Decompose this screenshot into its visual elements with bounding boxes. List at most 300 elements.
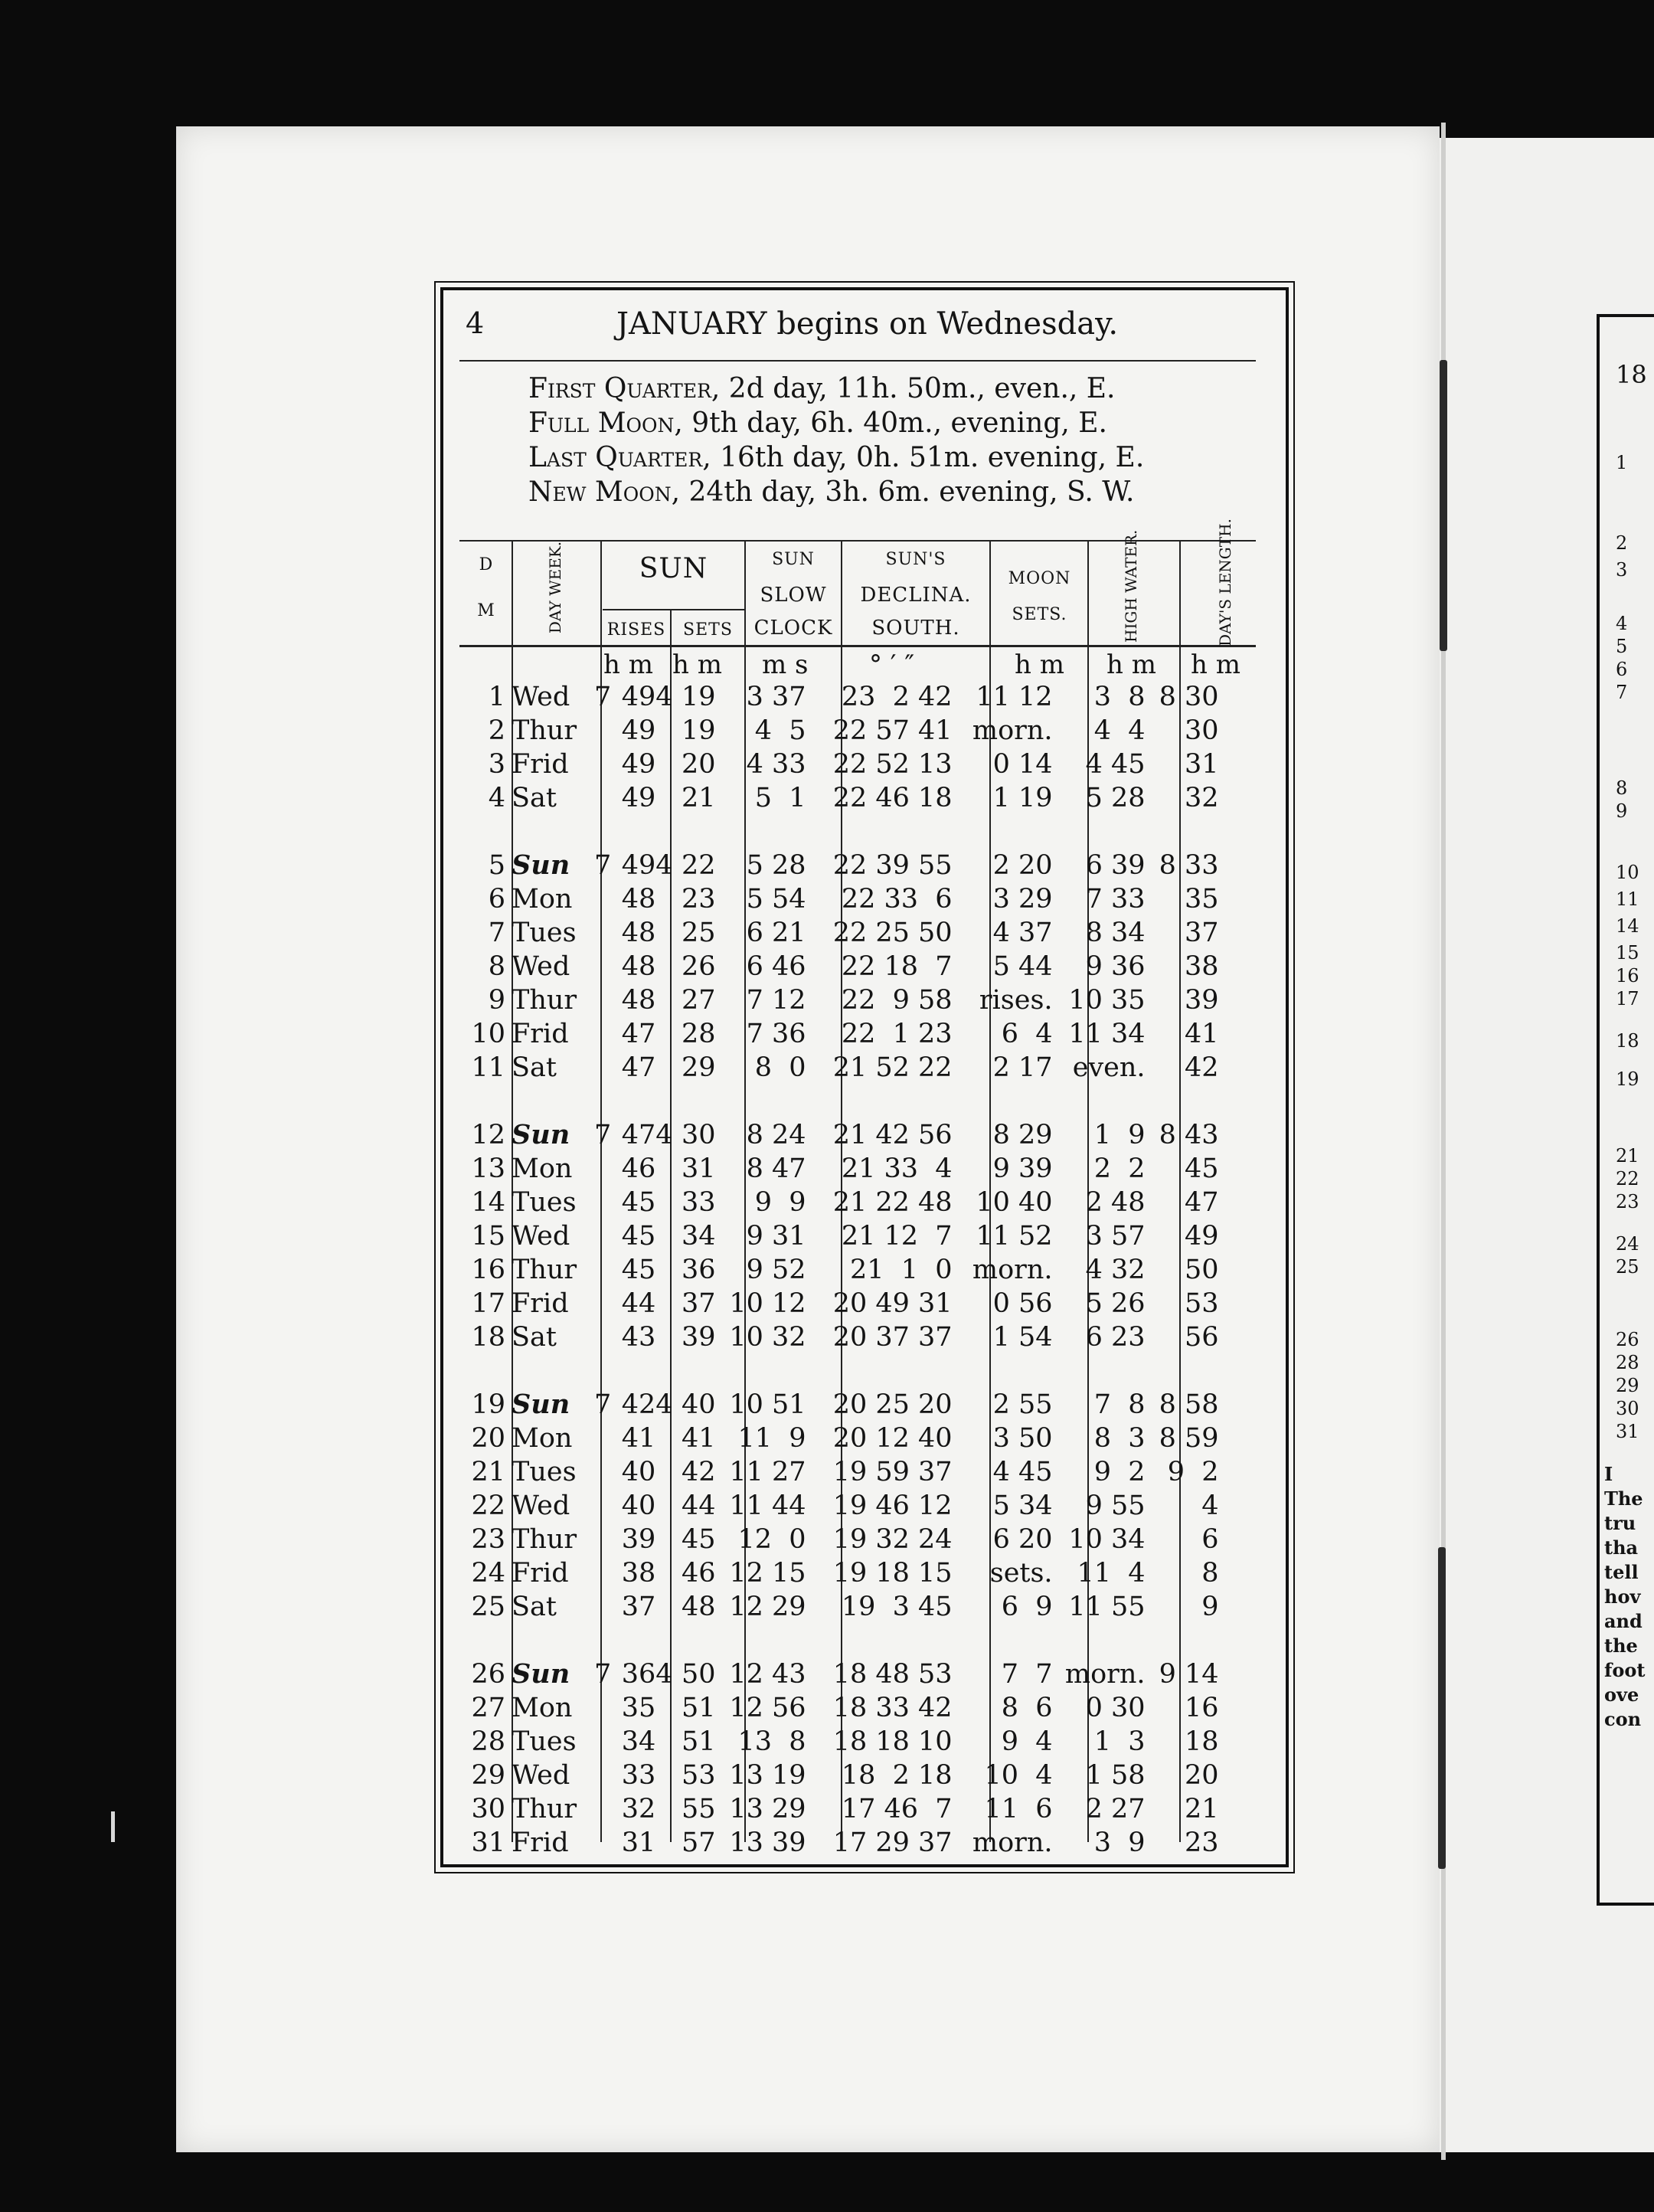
table-row xyxy=(463,1759,1219,1792)
day-of-week: Sun xyxy=(512,1119,570,1150)
day-of-month: 18 xyxy=(471,1322,505,1353)
moon-phase-label: First Quarter xyxy=(528,373,711,404)
sun-rises-h xyxy=(594,1219,611,1253)
sun-rises-h: 7 xyxy=(594,1120,612,1150)
sun-sets-h xyxy=(655,1590,672,1624)
day-of-week: Tues xyxy=(512,918,577,948)
sun-sets-m: 29 xyxy=(682,1052,716,1083)
sun-declination: 19 3 45 xyxy=(841,1592,953,1622)
high-water: morn. xyxy=(1064,1659,1146,1690)
sun-slow-clock: 12 29 xyxy=(729,1592,806,1622)
day-of-month: 31 xyxy=(471,1828,505,1858)
unit-water: h m xyxy=(1106,650,1156,680)
sun-rises-h xyxy=(594,1422,611,1455)
sun-rises-m: 42 xyxy=(621,1389,656,1420)
day-of-month: 11 xyxy=(471,1052,505,1083)
week-gap xyxy=(463,1624,1219,1657)
sun-rises-h: 7 xyxy=(594,850,612,881)
day-of-week: Mon xyxy=(512,1693,573,1723)
day-of-week: Frid xyxy=(512,749,569,780)
days-length: 30 xyxy=(1185,715,1219,746)
sun-slow-clock: 8 24 xyxy=(746,1120,806,1150)
sun-slow-clock: 6 21 xyxy=(746,918,806,948)
sun-slow-clock: 13 8 xyxy=(737,1726,806,1757)
days-length: 35 xyxy=(1185,884,1219,915)
sun-slow-clock: 11 9 xyxy=(737,1423,806,1454)
header-sun-slow-1: SUN xyxy=(772,550,815,569)
sun-sets-h xyxy=(655,916,672,950)
day-of-week: Wed xyxy=(512,951,570,982)
sun-declination: 22 33 6 xyxy=(841,884,953,915)
facing-day-number: 30 xyxy=(1616,1398,1639,1419)
sun-rises-h xyxy=(594,983,611,1017)
sun-sets-m: 41 xyxy=(682,1423,716,1454)
high-water: 9 55 xyxy=(1085,1490,1146,1521)
facing-day-number: 15 xyxy=(1616,942,1639,964)
sun-sets-m: 19 xyxy=(682,715,716,746)
moon-sets: 2 55 xyxy=(992,1389,1053,1420)
table-row xyxy=(463,1051,1219,1085)
sun-declination: 18 48 53 xyxy=(832,1659,953,1690)
high-water: 8 3 xyxy=(1093,1423,1146,1454)
moon-sets: 9 4 xyxy=(1001,1726,1053,1757)
facing-text-fragment: tell xyxy=(1604,1561,1639,1583)
high-water: 2 27 xyxy=(1085,1794,1146,1824)
header-decl-1: SUN'S xyxy=(885,550,946,569)
sun-slow-clock: 8 47 xyxy=(746,1153,806,1184)
sun-sets-m: 51 xyxy=(682,1726,716,1757)
sun-slow-clock: 11 44 xyxy=(729,1490,806,1521)
sun-declination: 18 33 42 xyxy=(832,1693,953,1723)
day-of-month: 17 xyxy=(471,1288,505,1319)
day-of-week: Frid xyxy=(512,1288,569,1319)
moon-phase-label: Full Moon xyxy=(528,407,675,439)
day-of-week: Sat xyxy=(512,783,557,813)
table-row xyxy=(463,680,1219,714)
sun-sets-h: 4 xyxy=(655,1389,673,1420)
facing-day-number: 26 xyxy=(1616,1329,1639,1350)
sun-sets-m: 42 xyxy=(682,1457,716,1487)
table-row xyxy=(463,1186,1219,1219)
facing-header-number: 18 xyxy=(1616,360,1647,389)
day-of-week: Thur xyxy=(512,985,577,1016)
day-of-month: 5 xyxy=(488,850,505,881)
moon-phase-text: , 2d day, 11h. 50m., even., E. xyxy=(711,373,1116,404)
day-of-month: 13 xyxy=(471,1153,505,1184)
moon-phase-line xyxy=(528,440,1144,475)
moon-sets: 10 40 xyxy=(976,1187,1053,1218)
table-row xyxy=(463,1253,1219,1287)
sun-rises-m: 49 xyxy=(621,850,656,881)
days-length: 31 xyxy=(1185,749,1219,780)
month-title: JANUARY begins on Wednesday. xyxy=(616,306,1119,342)
sun-declination: 19 32 24 xyxy=(832,1524,953,1555)
days-length: 18 xyxy=(1185,1726,1219,1757)
sun-rises-m: 49 xyxy=(621,682,656,712)
header-sun: SUN xyxy=(639,553,708,584)
high-water: 3 9 xyxy=(1093,1828,1146,1858)
day-of-week: Tues xyxy=(512,1457,577,1487)
sun-rises-h xyxy=(594,1691,611,1725)
sun-slow-clock: 11 27 xyxy=(729,1457,806,1487)
day-of-week: Sun xyxy=(512,1658,570,1690)
sun-sets-m: 20 xyxy=(682,749,716,780)
header-m: M xyxy=(477,601,495,620)
day-of-month: 9 xyxy=(488,985,505,1016)
table-row xyxy=(463,950,1219,983)
header-rises: RISES xyxy=(606,620,666,640)
day-of-week: Frid xyxy=(512,1019,569,1049)
facing-text-fragment: hov xyxy=(1604,1585,1641,1608)
day-of-month: 27 xyxy=(471,1693,505,1723)
day-of-month: 21 xyxy=(471,1457,505,1487)
sun-rises-h xyxy=(594,1523,611,1556)
sun-declination: 19 59 37 xyxy=(832,1457,953,1487)
facing-day-number: 25 xyxy=(1616,1256,1639,1278)
sun-sets-m: 33 xyxy=(682,1187,716,1218)
sun-declination: 18 18 10 xyxy=(832,1726,953,1757)
days-length: 49 xyxy=(1185,1221,1219,1252)
sun-sets-m: 28 xyxy=(682,1019,716,1049)
sun-rises-m: 33 xyxy=(621,1760,656,1791)
high-water: 9 36 xyxy=(1085,951,1146,982)
sun-sets-h xyxy=(655,1826,672,1860)
facing-text-fragment: tha xyxy=(1604,1536,1639,1559)
sun-sets-m: 45 xyxy=(682,1524,716,1555)
day-of-week: Sat xyxy=(512,1592,557,1622)
high-water: 8 34 xyxy=(1085,918,1146,948)
table-row xyxy=(463,849,1219,882)
day-of-month: 14 xyxy=(471,1187,505,1218)
header-day-week: DAY WEEK. xyxy=(546,541,564,634)
facing-day-number: 4 xyxy=(1616,613,1628,634)
day-of-month: 23 xyxy=(471,1524,505,1555)
moon-sets: sets. xyxy=(989,1558,1053,1589)
day-of-week: Tues xyxy=(512,1187,577,1218)
table-row xyxy=(463,1320,1219,1354)
days-length: 45 xyxy=(1185,1153,1219,1184)
moon-sets: 8 6 xyxy=(1001,1693,1053,1723)
unit-moon: h m xyxy=(1015,650,1064,680)
moon-sets: 1 54 xyxy=(992,1322,1053,1353)
facing-text-fragment: I xyxy=(1604,1463,1613,1485)
header-sets: SETS xyxy=(683,620,733,640)
day-of-week: Thur xyxy=(512,1255,577,1285)
sun-sets-m: 46 xyxy=(682,1558,716,1589)
sun-declination: 17 29 37 xyxy=(832,1828,953,1858)
sun-rises-m: 47 xyxy=(621,1120,656,1150)
table-row xyxy=(463,1657,1219,1691)
header-bottom-rule xyxy=(459,645,1256,647)
moon-phase-line xyxy=(528,371,1144,406)
sun-sets-m: 39 xyxy=(682,1322,716,1353)
moon-sets: 3 50 xyxy=(992,1423,1053,1454)
sun-rises-m: 49 xyxy=(621,715,656,746)
day-of-month: 26 xyxy=(471,1659,505,1690)
unit-rises: h m xyxy=(603,650,653,680)
day-of-month: 7 xyxy=(488,918,505,948)
table-row xyxy=(463,714,1219,748)
sun-slow-clock: 3 37 xyxy=(746,682,806,712)
sun-rises-h xyxy=(594,1556,611,1590)
page-number: 4 xyxy=(466,306,485,340)
facing-day-number: 21 xyxy=(1616,1145,1639,1167)
sun-rises-m: 35 xyxy=(621,1693,656,1723)
day-of-week: Frid xyxy=(512,1828,569,1858)
sun-sets-h xyxy=(655,781,672,815)
high-water: 5 26 xyxy=(1085,1288,1146,1319)
sun-sets-h: 4 xyxy=(655,1659,673,1690)
week-gap xyxy=(463,1085,1219,1118)
binding-thread-top xyxy=(1440,360,1447,651)
moon-sets: 7 7 xyxy=(1001,1659,1053,1690)
sun-declination: 21 52 22 xyxy=(832,1052,953,1083)
table-row xyxy=(463,1388,1219,1422)
sun-sets-h xyxy=(655,1287,672,1320)
moon-sets: 5 34 xyxy=(992,1490,1053,1521)
sun-slow-clock: 7 12 xyxy=(746,985,806,1016)
sun-slow-clock: 4 33 xyxy=(746,749,806,780)
sun-declination: 21 1 0 xyxy=(849,1255,953,1285)
facing-day-number: 16 xyxy=(1616,965,1639,987)
day-of-month: 25 xyxy=(471,1592,505,1622)
table-row xyxy=(463,1489,1219,1523)
sun-sets-h xyxy=(655,1219,672,1253)
sun-declination: 23 2 42 xyxy=(841,682,953,712)
sun-sets-m: 25 xyxy=(682,918,716,948)
header-d: D xyxy=(479,555,494,574)
sun-declination: 22 25 50 xyxy=(832,918,953,948)
facing-day-number: 8 xyxy=(1616,777,1628,799)
high-water: even. xyxy=(1072,1052,1146,1083)
days-length: 41 xyxy=(1185,1019,1219,1049)
high-water: 6 39 xyxy=(1085,850,1146,881)
days-length: 50 xyxy=(1185,1255,1219,1285)
high-water: 4 32 xyxy=(1085,1255,1146,1285)
days-length: 8 30 xyxy=(1159,682,1219,712)
sun-sets-m: 37 xyxy=(682,1288,716,1319)
unit-clock: m s xyxy=(762,650,809,680)
days-length: 4 xyxy=(1201,1490,1219,1521)
sun-declination: 21 42 56 xyxy=(832,1120,953,1150)
days-length: 42 xyxy=(1185,1052,1219,1083)
sun-sets-h xyxy=(655,748,672,781)
days-length: 38 xyxy=(1185,951,1219,982)
sun-declination: 22 57 41 xyxy=(832,715,953,746)
days-length: 47 xyxy=(1185,1187,1219,1218)
header-decl-3: SOUTH. xyxy=(871,617,960,640)
sun-slow-clock: 13 19 xyxy=(729,1760,806,1791)
sun-rises-m: 47 xyxy=(621,1019,656,1049)
sun-sets-m: 50 xyxy=(682,1659,716,1690)
high-water: 1 9 xyxy=(1093,1120,1146,1150)
header-days-length: DAY'S LENGTH. xyxy=(1216,519,1234,646)
day-of-week: Tues xyxy=(512,1726,577,1757)
sun-subrule xyxy=(603,609,744,610)
sun-rises-h xyxy=(594,1455,611,1489)
sun-slow-clock: 10 12 xyxy=(729,1288,806,1319)
day-of-month: 20 xyxy=(471,1423,505,1454)
unit-length: h m xyxy=(1191,650,1240,680)
moon-sets: 2 17 xyxy=(992,1052,1053,1083)
days-length: 16 xyxy=(1185,1693,1219,1723)
sun-rises-m: 44 xyxy=(621,1288,656,1319)
sun-declination: 22 46 18 xyxy=(832,783,953,813)
sun-slow-clock: 9 31 xyxy=(746,1221,806,1252)
day-of-week: Frid xyxy=(512,1558,569,1589)
day-of-week: Sat xyxy=(512,1052,557,1083)
table-row xyxy=(463,916,1219,950)
sun-sets-m: 53 xyxy=(682,1760,716,1791)
table-row xyxy=(463,1725,1219,1759)
facing-text-fragment: and xyxy=(1604,1610,1643,1632)
sun-slow-clock: 5 28 xyxy=(746,850,806,881)
sun-slow-clock: 12 0 xyxy=(737,1524,806,1555)
high-water: 3 8 xyxy=(1093,682,1146,712)
day-of-week: Thur xyxy=(512,715,577,746)
sun-rises-m: 48 xyxy=(621,884,656,915)
sun-slow-clock: 9 52 xyxy=(746,1255,806,1285)
sun-sets-h xyxy=(655,1253,672,1287)
day-of-month: 6 xyxy=(488,884,505,915)
sun-rises-h xyxy=(594,1489,611,1523)
sun-sets-m: 22 xyxy=(682,850,716,881)
table-row xyxy=(463,1219,1219,1253)
sun-sets-h xyxy=(655,1725,672,1759)
sun-slow-clock: 5 54 xyxy=(746,884,806,915)
sun-rises-h xyxy=(594,781,611,815)
sun-sets-h xyxy=(655,1455,672,1489)
table-row xyxy=(463,882,1219,916)
days-length: 8 58 xyxy=(1159,1389,1219,1420)
sun-rises-h: 7 xyxy=(594,1659,612,1690)
table-row xyxy=(463,1455,1219,1489)
sun-rises-m: 40 xyxy=(621,1490,656,1521)
facing-day-number: 6 xyxy=(1616,659,1628,680)
sun-rises-h xyxy=(594,1725,611,1759)
high-water: 10 35 xyxy=(1068,985,1146,1016)
facing-day-number: 11 xyxy=(1616,888,1639,910)
sun-declination: 22 9 58 xyxy=(841,985,953,1016)
sun-declination: 22 52 13 xyxy=(832,749,953,780)
sun-sets-h xyxy=(655,882,672,916)
day-of-month: 2 xyxy=(488,715,505,746)
sun-sets-h xyxy=(655,1320,672,1354)
high-water: 4 4 xyxy=(1093,715,1146,746)
sun-rises-m: 46 xyxy=(621,1153,656,1184)
sun-declination: 18 2 18 xyxy=(841,1760,953,1791)
sun-rises-h xyxy=(594,882,611,916)
table-row xyxy=(463,1017,1219,1051)
sun-sets-h: 4 xyxy=(655,1120,673,1150)
sun-rises-m: 36 xyxy=(621,1659,656,1690)
sun-slow-clock: 12 15 xyxy=(729,1558,806,1589)
sun-rises-h xyxy=(594,950,611,983)
sun-rises-h xyxy=(594,1320,611,1354)
sun-rises-m: 45 xyxy=(621,1187,656,1218)
sun-rises-h xyxy=(594,1017,611,1051)
moon-phase-line xyxy=(528,475,1144,509)
moon-sets: 0 56 xyxy=(992,1288,1053,1319)
day-of-week: Sun xyxy=(512,849,570,881)
sun-slow-clock: 8 0 xyxy=(754,1052,806,1083)
table-row xyxy=(463,781,1219,815)
facing-day-number: 3 xyxy=(1616,559,1628,581)
day-of-month: 22 xyxy=(471,1490,505,1521)
high-water: 11 34 xyxy=(1068,1019,1146,1049)
day-of-month: 24 xyxy=(471,1558,505,1589)
sun-declination: 21 22 48 xyxy=(832,1187,953,1218)
moon-sets: 6 4 xyxy=(1001,1019,1053,1049)
moon-sets: 11 12 xyxy=(976,682,1053,712)
sun-sets-h xyxy=(655,950,672,983)
moon-sets: 11 6 xyxy=(984,1794,1053,1824)
facing-day-number: 2 xyxy=(1616,532,1628,554)
sun-rises-m: 48 xyxy=(621,985,656,1016)
sun-sets-m: 26 xyxy=(682,951,716,982)
sun-slow-clock: 10 32 xyxy=(729,1322,806,1353)
sun-sets-h xyxy=(655,1691,672,1725)
high-water: 0 30 xyxy=(1085,1693,1146,1723)
facing-day-number: 14 xyxy=(1616,915,1639,937)
days-length: 56 xyxy=(1185,1322,1219,1353)
sun-declination: 22 39 55 xyxy=(832,850,953,881)
days-length: 8 59 xyxy=(1159,1423,1219,1454)
table-row xyxy=(463,1826,1219,1860)
sun-rises-m: 45 xyxy=(621,1221,656,1252)
days-length: 6 xyxy=(1201,1524,1219,1555)
day-of-month: 29 xyxy=(471,1760,505,1791)
sun-sets-h xyxy=(655,1051,672,1085)
header-decl-2: DECLINA. xyxy=(860,584,972,607)
sun-slow-clock: 13 29 xyxy=(729,1794,806,1824)
facing-day-number: 28 xyxy=(1616,1352,1639,1373)
sun-declination: 22 1 23 xyxy=(841,1019,953,1049)
sun-sets-m: 57 xyxy=(682,1828,716,1858)
facing-text-fragment: foot xyxy=(1604,1659,1646,1681)
moon-phase-line xyxy=(528,406,1144,440)
day-of-week: Mon xyxy=(512,1423,573,1454)
high-water: 2 2 xyxy=(1093,1153,1146,1184)
high-water: 10 34 xyxy=(1068,1524,1146,1555)
days-length: 9 14 xyxy=(1159,1659,1219,1690)
days-length: 21 xyxy=(1185,1794,1219,1824)
sun-rises-h xyxy=(594,1253,611,1287)
sun-declination: 21 33 4 xyxy=(841,1153,953,1184)
sun-sets-m: 40 xyxy=(682,1389,716,1420)
moon-phase-label: New Moon xyxy=(528,476,672,508)
days-length: 8 xyxy=(1201,1558,1219,1589)
day-of-month: 30 xyxy=(471,1794,505,1824)
days-length: 32 xyxy=(1185,783,1219,813)
facing-day-number: 24 xyxy=(1616,1233,1639,1255)
sun-sets-m: 44 xyxy=(682,1490,716,1521)
moon-phase-text: , 16th day, 0h. 51m. evening, E. xyxy=(702,442,1145,473)
moon-sets: 3 29 xyxy=(992,884,1053,915)
sun-sets-h xyxy=(655,1792,672,1826)
table-row xyxy=(463,1152,1219,1186)
day-of-month: 3 xyxy=(488,749,505,780)
sun-rises-m: 49 xyxy=(621,749,656,780)
sun-rises-h xyxy=(594,1051,611,1085)
day-of-week: Wed xyxy=(512,1760,570,1791)
moon-phase-text: , 24th day, 3h. 6m. evening, S. W. xyxy=(671,476,1135,508)
sun-sets-m: 34 xyxy=(682,1221,716,1252)
moon-sets: morn. xyxy=(972,1828,1053,1858)
days-length: 9 2 xyxy=(1167,1457,1219,1487)
high-water: 3 57 xyxy=(1085,1221,1146,1252)
sun-sets-h xyxy=(655,1759,672,1792)
